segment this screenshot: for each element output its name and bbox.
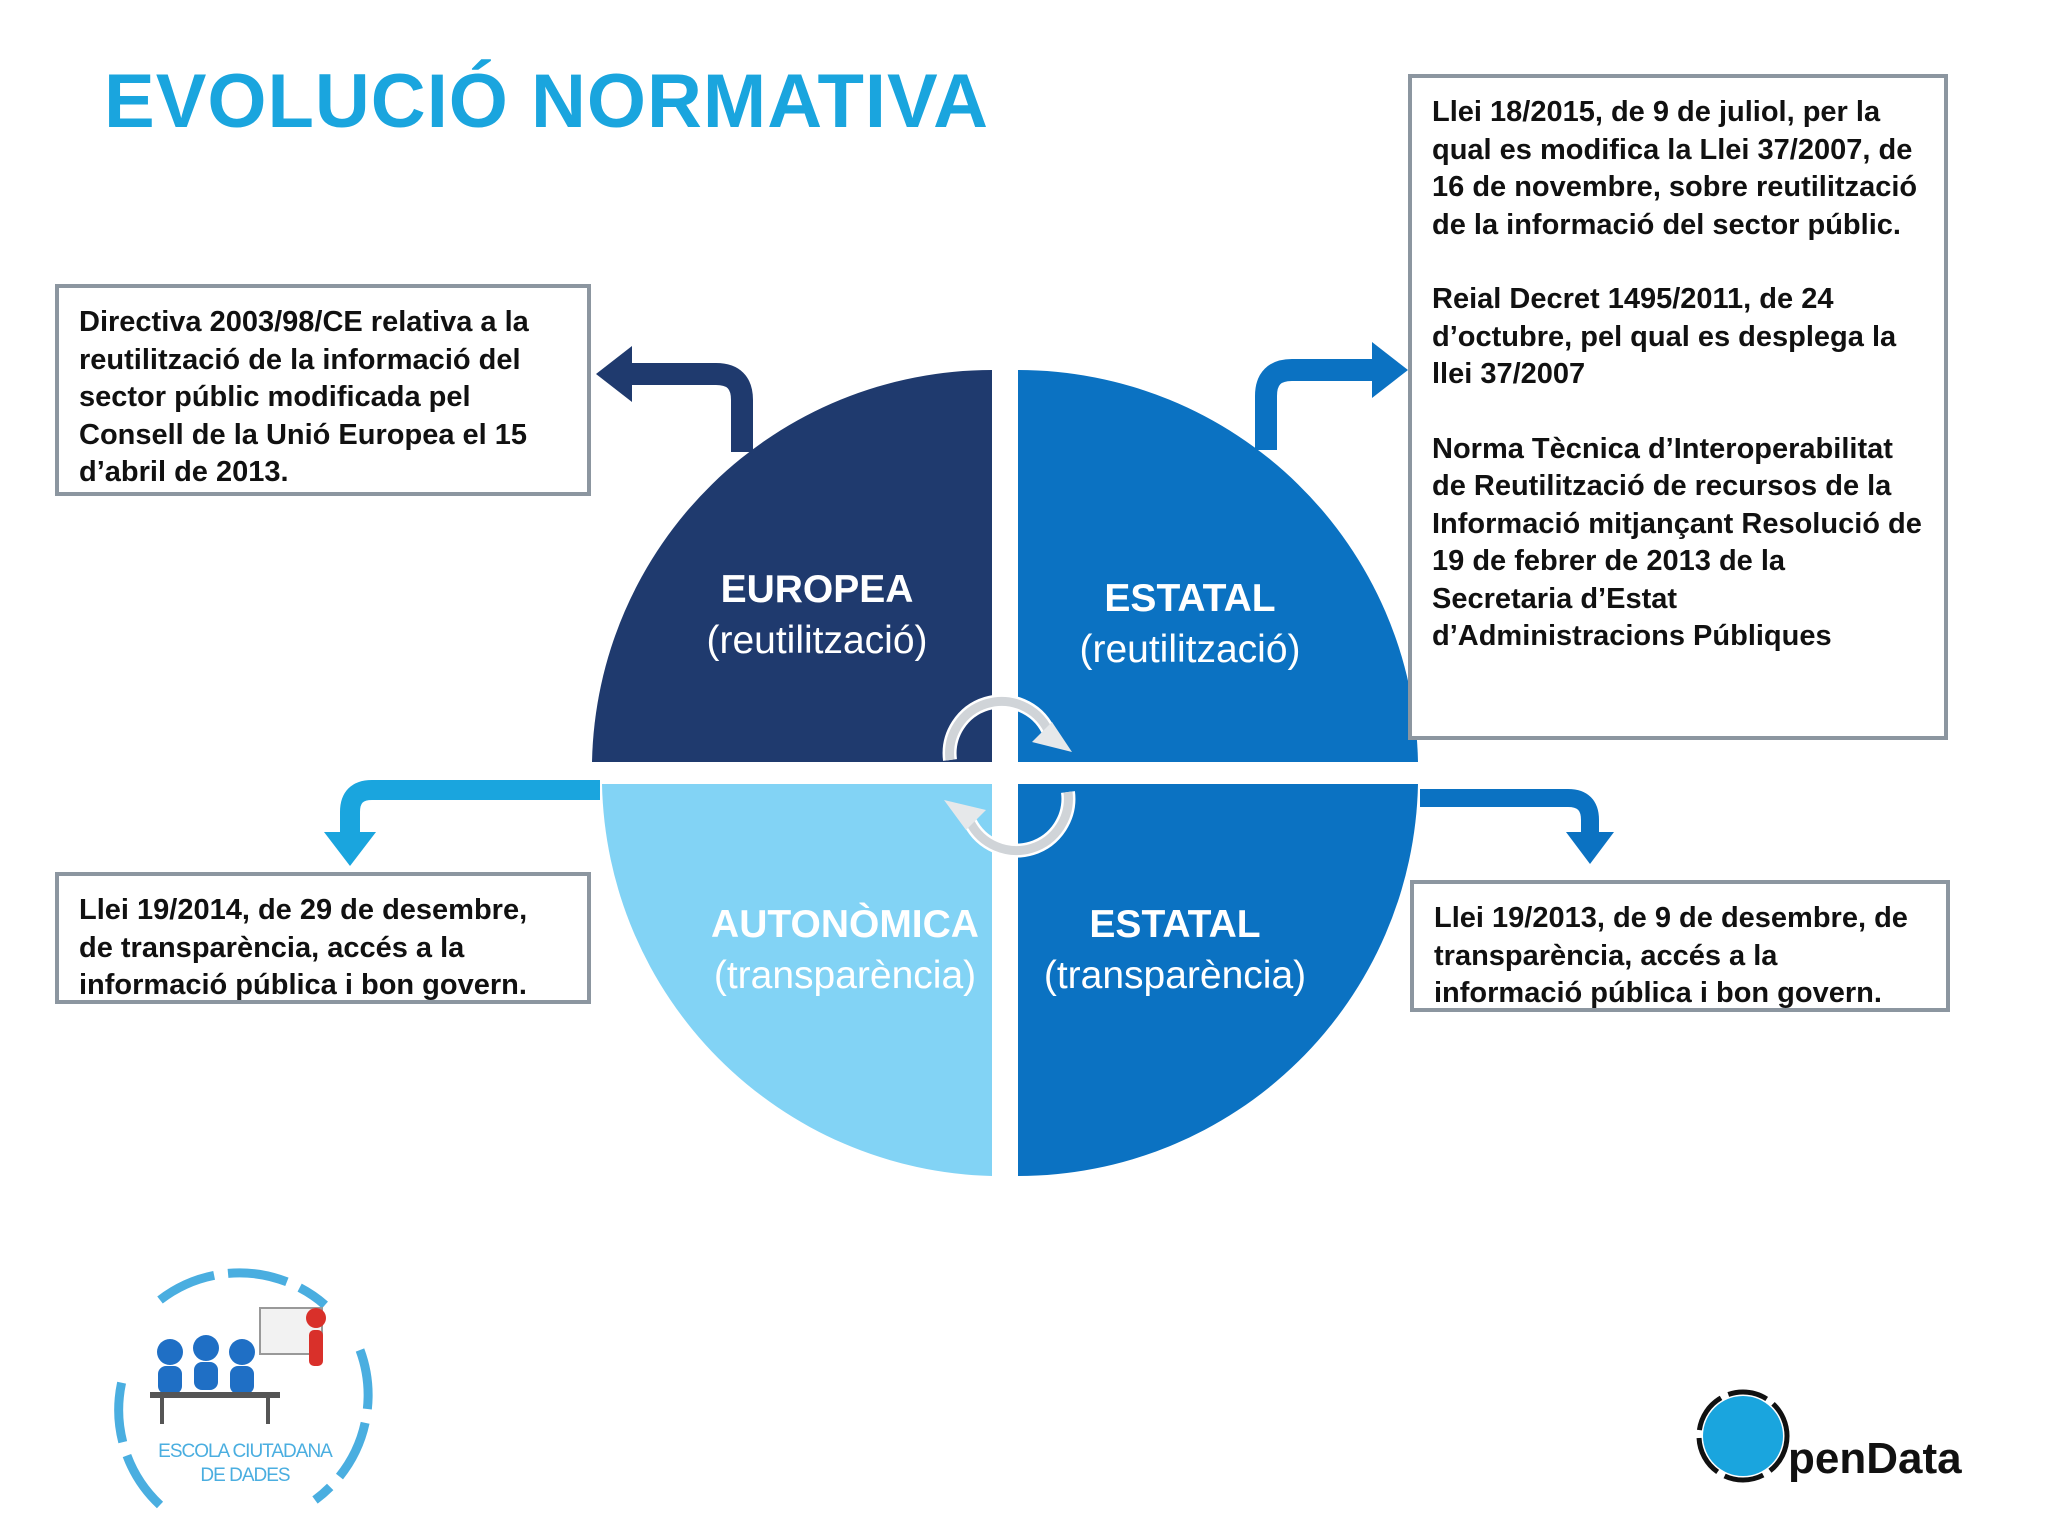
quadrant-estatal-reutilitzacio — [1018, 370, 1418, 762]
label-autonomica-title: AUTONÒMICA — [711, 903, 979, 946]
box-autonomica-text: Llei 19/2014, de 29 de desembre, de transparència, accés a la informació pública i bon govern. — [79, 894, 528, 1001]
box-europea — [55, 284, 591, 496]
opendata-logo — [1688, 1380, 1978, 1500]
escola-ciutadana-logo-graphic — [100, 1260, 390, 1530]
box-estatal-reutilitzacio-text-2: Reial Decret 1495/2011, de 24 d’octubre, pel qual es desplega la llei 37/2007 — [1432, 283, 1897, 390]
page-title: EVOLUCIÓ NORMATIVA — [104, 59, 989, 144]
box-estatal-transparencia — [1410, 880, 1950, 1012]
escola-ciutadana-logo — [100, 1260, 390, 1530]
arrow-estatal-reutilitzacio-icon — [1266, 342, 1408, 450]
label-estatal-reutilitzacio-sub: (reutilització) — [1079, 628, 1301, 671]
label-autonomica-sub: (transparència) — [713, 954, 977, 997]
box-europea-text: Directiva 2003/98/CE relativa a la reutilització de la informació del sector públic modificada pel Consell de la Unió Europea el 15 d’abril de 2013. — [79, 306, 529, 488]
escola-ciutadana-logo-line2: DE DADES — [200, 1465, 290, 1486]
label-estatal-reutilitzacio-title: ESTATAL — [1104, 577, 1276, 620]
arrow-europea-icon — [596, 346, 742, 452]
label-autonomica — [675, 899, 1015, 1001]
opendata-logo-text: penData — [1788, 1434, 1962, 1483]
opendata-logo-circle-icon — [1688, 1380, 1798, 1490]
label-estatal-transparencia-title: ESTATAL — [1089, 903, 1261, 946]
arrow-estatal-transparencia-icon — [1420, 798, 1614, 864]
box-estatal-reutilitzacio-text-1: Llei 18/2015, de 9 de juliol, per la qual es modifica la Llei 37/2007, de 16 de novembre, sobre reutilització de la informació del sector públic. — [1432, 96, 1918, 241]
box-estatal-transparencia-text: Llei 19/2013, de 9 de desembre, de transparència, accés a la informació pública i bon govern. — [1434, 902, 1908, 1009]
box-estatal-reutilitzacio-text-3: Norma Tècnica d’Interoperabilitat de Reutilització de recursos de la Informació mitjançant Resolució de 19 de febrer de 2013 de la Secretaria d’Estat d’Administracions Públiques — [1432, 432, 1922, 652]
arrow-autonomica-icon — [324, 790, 600, 866]
label-europea-title: EUROPEA — [720, 568, 914, 611]
label-estatal-reutilitzacio — [1030, 573, 1350, 675]
label-estatal-transparencia-sub: (transparència) — [1043, 954, 1307, 997]
label-europea-sub: (reutilització) — [706, 619, 928, 662]
escola-ciutadana-logo-text — [140, 1440, 350, 1488]
box-estatal-reutilitzacio — [1408, 74, 1948, 740]
escola-ciutadana-logo-line1: ESCOLA CIUTADANA — [158, 1441, 332, 1462]
box-autonomica — [55, 872, 591, 1004]
label-europea — [657, 564, 977, 666]
label-estatal-transparencia — [1005, 899, 1345, 1001]
